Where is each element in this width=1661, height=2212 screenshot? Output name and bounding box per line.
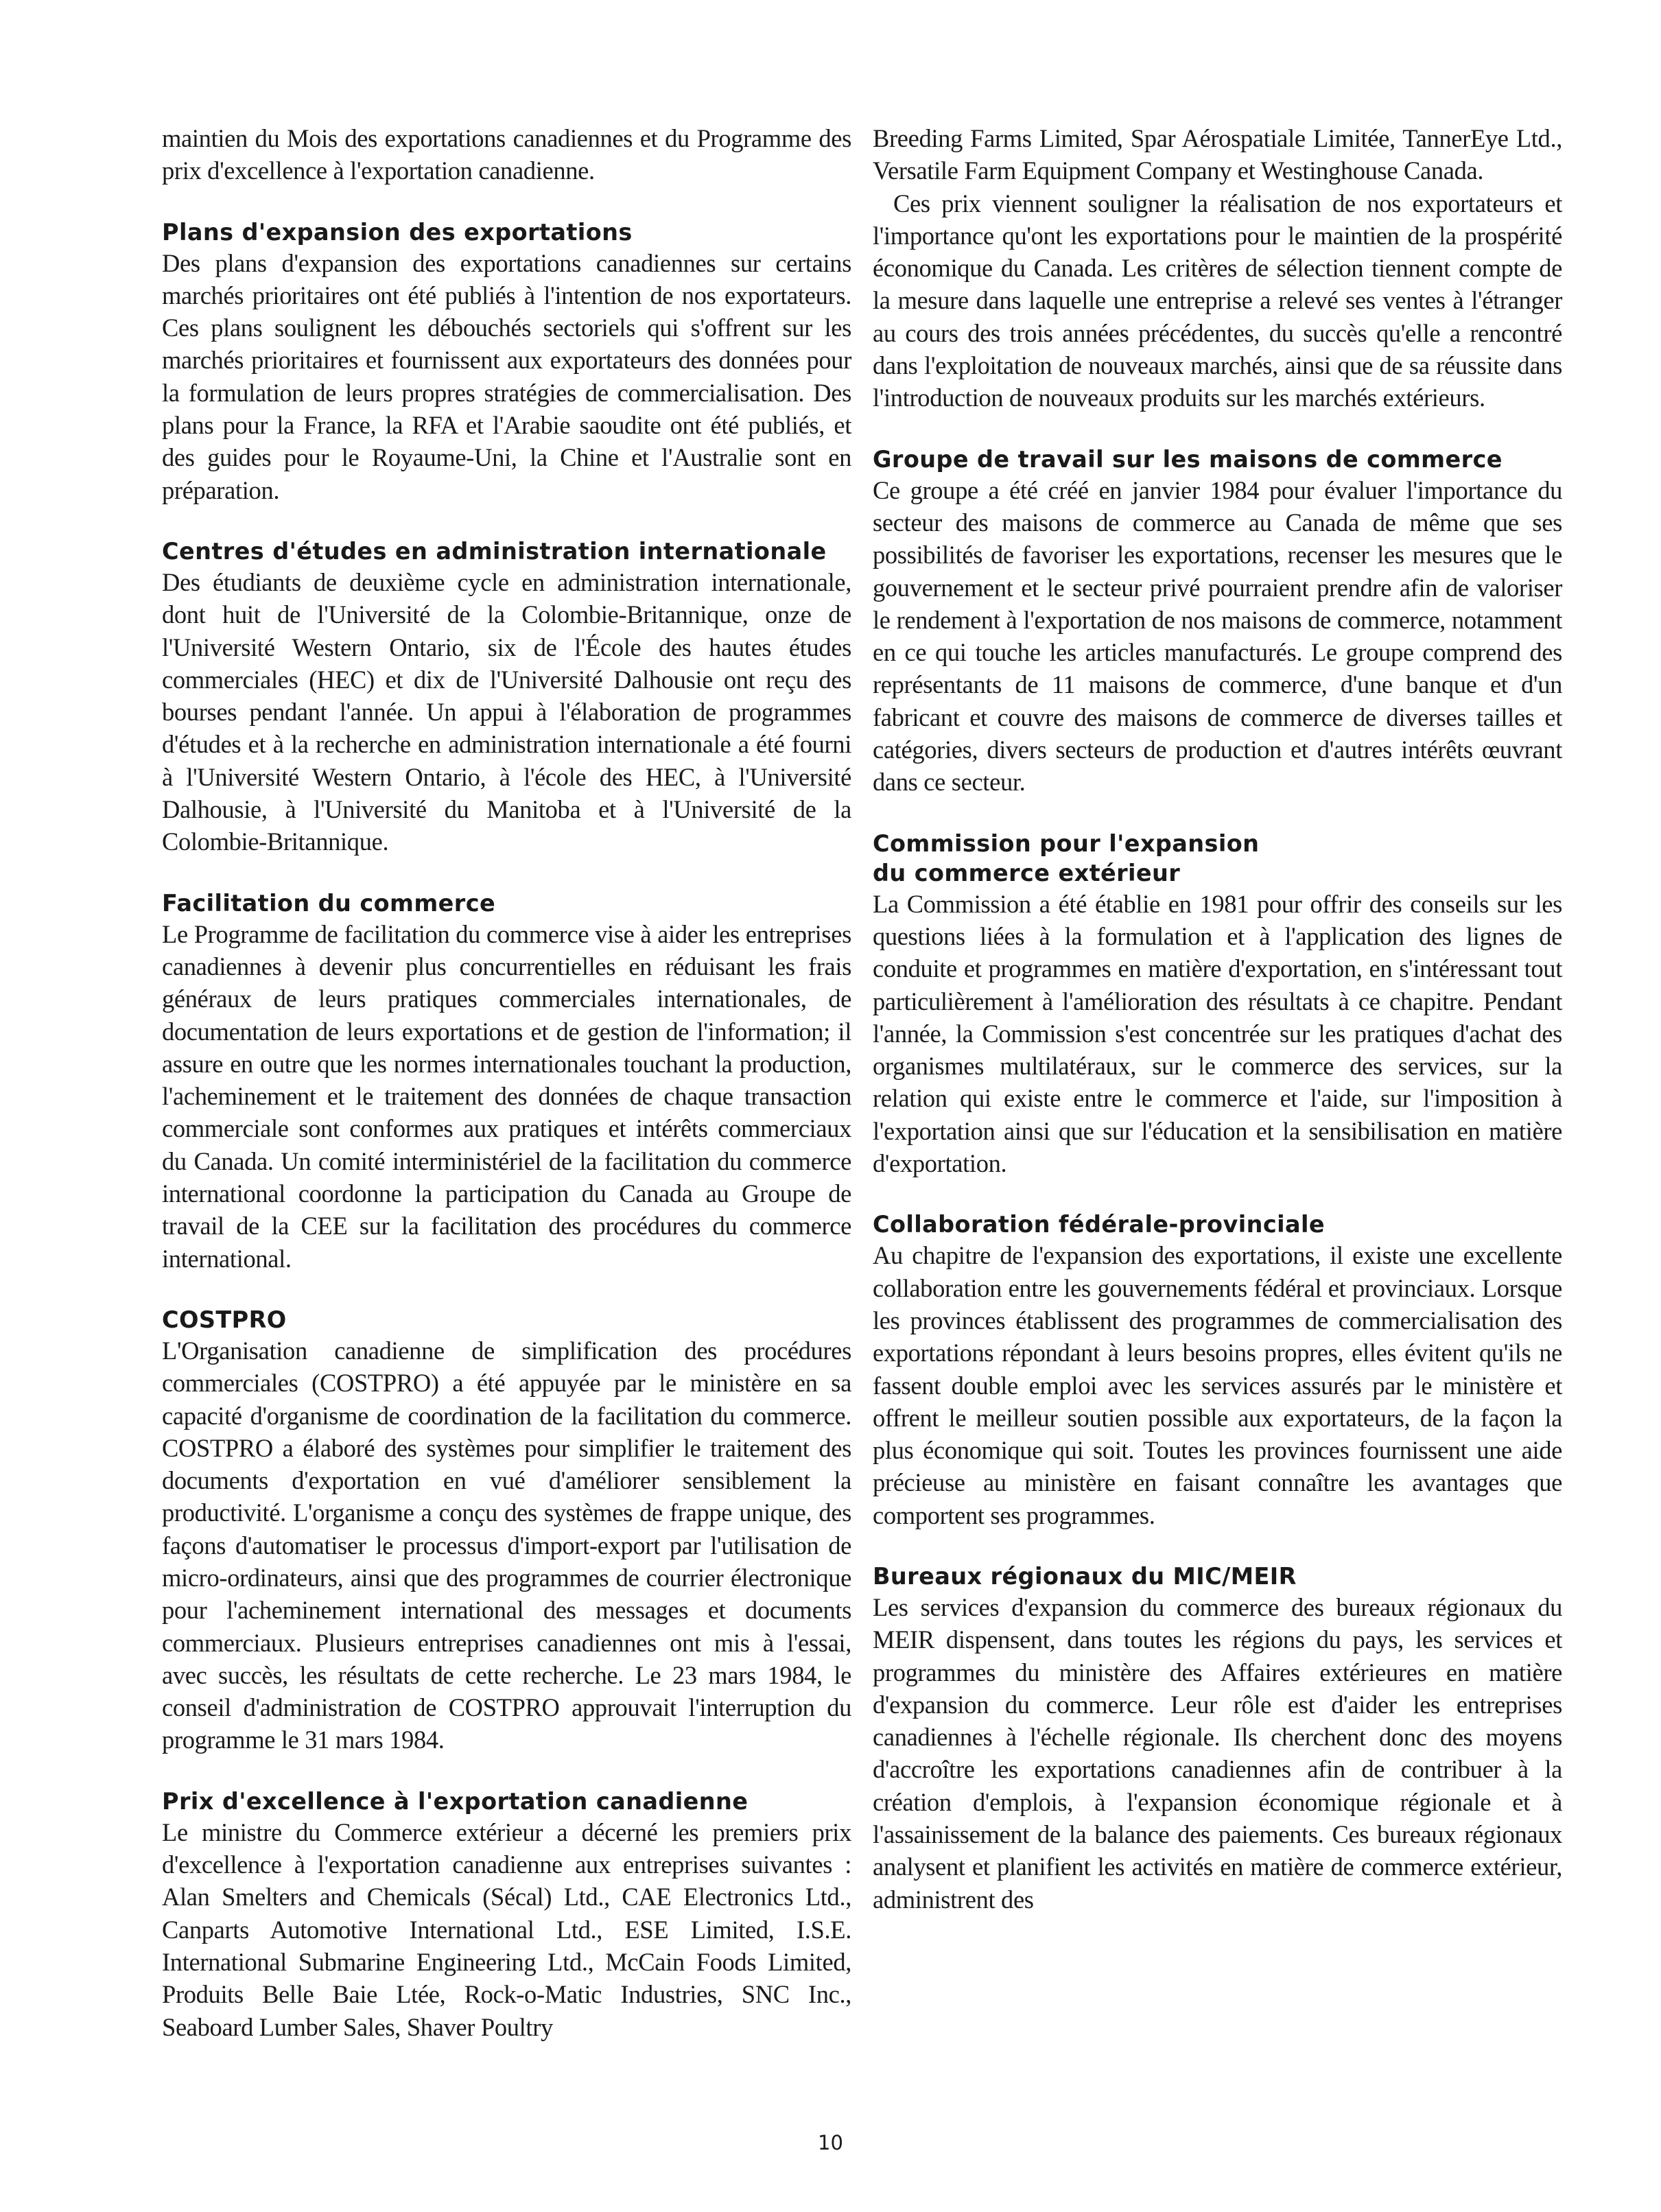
section-body: Les services d'expansion du commerce des bureaux régionaux du MEIR dispensent, dans toutes les régions du pays, les services et programmes du ministère des Affaires extérieures en matière d'expansion du commerce. Leur rôle est d'aider les entreprises canadiennes à l'échelle régionale. Ils cherchent donc des moyens d'accroître les exportations canadiennes afin de contribuer à la création d'emplois, à l'expansion économique régionale et à l'assainissement de la balance des paiements. Ces bureaux régionaux analysent et planifient les activités en matière de commerce extérieur, administrent des (873, 1592, 1562, 1914)
section-heading: Groupe de travail sur les maisons de commerce (873, 445, 1503, 473)
section-collaboration (873, 1210, 1562, 1531)
right-column (873, 122, 1562, 1946)
section-heading-line-1: Commission pour l'expansion (873, 830, 1260, 857)
section-body: La Commission a été établie en 1981 pour offrir des conseils sur les questions liées à la formulation et à l'application des lignes de conduite et programmes en matière d'exportation, en s'intéressant tout particulièrement à l'amélioration des résultats à ce chapitre. Pendant l'année, la Commission s'est concentrée sur les pratiques d'achat des organismes multilatéraux, sur le commerce des services, sur la relation qui existe entre le commerce et l'aide, sur l'imposition à l'exportation ainsi que sur l'éducation et la sensibilisation en matière d'exportation. (873, 889, 1562, 1178)
section-heading: Centres d'études en administration internationale (162, 537, 827, 565)
section-commission (873, 829, 1562, 1180)
section-prix-excellence (162, 1787, 851, 2043)
continued-paragraph-2: Ces prix viennent souligner la réalisation de nos exportateurs et l'importance qu'ont les exportations pour le maintien de la prospérité économique du Canada. Les critères de sélection tiennent compte de la mesure dans laquelle une entreprise a relevé ses ventes à l'étranger au cours des trois années précédentes, du succès qu'elle a rencontré dans l'exploitation de nouveaux marchés, ainsi que de sa réussite dans l'introduction de nouveaux produits sur les marchés extérieurs. (873, 189, 1562, 412)
section-body: L'Organisation canadienne de simplification des procédures commerciales (COSTPRO) a été appuyée par le ministère en sa capacité d'organisme de coordination de la facilitation du commerce. COSTPRO a élaboré des systèmes pour simplifier le traitement des documents d'exportation en vué d'améliorer sensiblement la productivité. L'organisme a conçu des systèmes de frappe unique, des façons d'automatiser le processus d'import-export par l'utilisation de micro-ordinateurs, ainsi que des programmes de courrier électronique pour l'acheminement international des messages et documents commerciaux. Plusieurs entreprises canadiennes ont mis à l'essai, avec succès, les résultats de cette recherche. Le 23 mars 1984, le conseil d'administration de COSTPRO approuvait l'interruption du programme le 31 mars 1984. (162, 1336, 851, 1754)
section-body: Au chapitre de l'expansion des exportations, il existe une excellente collaboration entre les gouvernements fédéral et provinciaux. Lorsque les provinces établissent des programmes de commercialisation des exportations répondant à leurs besoins propres, elles évitent qu'ils ne fassent double emploi avec les services assurés par le ministère et offrent le meilleur soutien possible aux exportateurs, de la façon la plus économique qui soit. Toutes les provinces fournissent une aide précieuse au ministère en faisant connaître les avantages que comportent ses programmes. (873, 1241, 1562, 1529)
section-body: Ce groupe a été créé en janvier 1984 pour évaluer l'importance du secteur des maisons de commerce au Canada de même que ses possibilités de favoriser les exportations, recenser les mesures que le gouvernement et le secteur privé pourraient prendre afin de valoriser le rendement à l'exportation de nos maisons de commerce, notamment en ce qui touche les articles manufacturés. Le groupe comprend des représentants de 11 maisons de commerce, d'une banque et d'un fabricant et couvre des maisons de commerce de diverses tailles et catégories, divers secteurs de production et d'autres intérêts œuvrant dans ce secteur. (873, 475, 1562, 797)
intro-section (162, 122, 851, 187)
continued-section (873, 122, 1562, 414)
section-heading: Prix d'excellence à l'exportation canadienne (162, 1787, 749, 1815)
section-groupe-travail (873, 445, 1562, 799)
section-heading-line-2: du commerce extérieur (873, 859, 1181, 886)
section-heading: Bureaux régionaux du MIC/MEIR (873, 1562, 1297, 1590)
section-heading (873, 829, 1562, 888)
section-body: Des étudiants de deuxième cycle en administration internationale, dont huit de l'Université de la Colombie-Britannique, onze de l'Université Western Ontario, six de l'École des hautes études commerciales (HEC) et dix de l'Université Dalhousie ont reçu des bourses pendant l'année. Un appui à l'élaboration de programmes d'études et à la recherche en administration internationale a été fourni à l'Université Western Ontario, à l'école des HEC, à l'Université Dalhousie, à l'Université du Manitoba et à l'Université de la Colombie-Britannique. (162, 567, 851, 856)
section-facilitation (162, 889, 851, 1275)
section-body: Le Programme de facilitation du commerce vise à aider les entreprises canadiennes à devenir plus concurrentielles en réduisant les frais généraux de leurs pratiques commerciales internationales, de documentation de leurs exportations et de gestion de l'information; il assure en outre que les normes internationales touchant la production, l'acheminement et le traitement des données de chaque transaction commerciale sont conformes aux pratiques et intérêts commerciaux du Canada. Un comité interministériel de la facilitation du commerce international coordonne la participation du Canada au Groupe de travail de la CEE sur la facilitation des procédures du commerce international. (162, 919, 851, 1273)
continued-paragraph: Breeding Farms Limited, Spar Aérospatiale Limitée, TannerEye Ltd., Versatile Farm Equipment Company et Westinghouse Canada. (873, 124, 1562, 185)
section-heading: Facilitation du commerce (162, 889, 496, 917)
page-number: 10 (818, 2131, 843, 2154)
section-centres-etudes (162, 537, 851, 858)
section-heading: Collaboration fédérale-provinciale (873, 1211, 1325, 1238)
section-bureaux-regionaux (873, 1562, 1562, 1916)
left-column (162, 122, 851, 2073)
section-plans-expansion (162, 217, 851, 506)
section-heading: Plans d'expansion des exportations (162, 218, 633, 246)
section-heading: COSTPRO (162, 1306, 287, 1333)
intro-paragraph: maintien du Mois des exportations canadiennes et du Programme des prix d'excellence à l'exportation canadienne. (162, 124, 851, 185)
section-body: Des plans d'expansion des exportations canadiennes sur certains marchés prioritaires ont été publiés à l'intention de nos exportateurs. Ces plans soulignent les débouchés sectoriels qui s'offrent sur les marchés prioritaires et fournissent aux exportateurs des données pour la formulation de leurs propres stratégies de commercialisation. Des plans pour la France, la RFA et l'Arabie saoudite ont été publiés, et des guides pour le Royaume-Uni, la Chine et l'Australie sont en préparation. (162, 248, 851, 504)
section-costpro (162, 1305, 851, 1756)
section-body: Le ministre du Commerce extérieur a décerné les premiers prix d'excellence à l'exportation canadienne aux entreprises suivantes : Alan Smelters and Chemicals (Sécal) Ltd., CAE Electronics Ltd., Canparts Automotive International Ltd., ESE Limited, I.S.E. International Submarine Engineering Ltd., McCain Foods Limited, Produits Belle Baie Ltée, Rock-o-Matic Industries, SNC Inc., Seaboard Lumber Sales, Shaver Poultry (162, 1817, 851, 2041)
